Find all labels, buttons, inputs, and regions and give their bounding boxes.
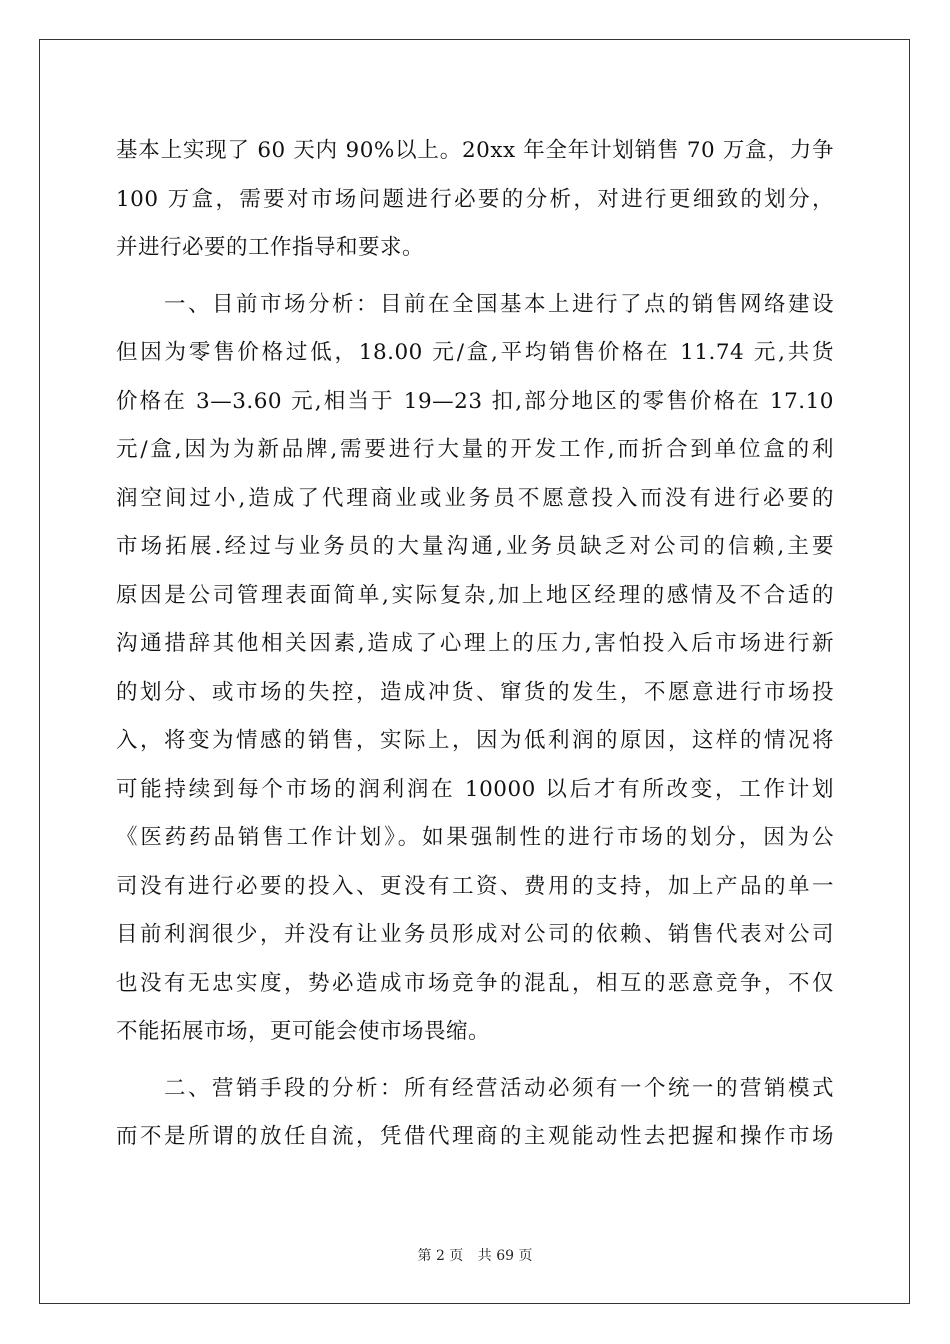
text-line: 二、营销手段的分析：所有经营活动必须有一个统一的营销模式 — [116, 1075, 834, 1101]
text-line: 原因是公司管理表面简单,实际复杂,加上地区经理的感情及不合适的 — [116, 582, 834, 608]
text-line: 100 万盒，需要对市场问题进行必要的分析，对进行更细致的划分， — [116, 186, 834, 212]
text-line: 的划分、或市场的失控，造成冲货、窜货的发生，不愿意进行市场投 — [116, 679, 834, 705]
text-line: 目前利润很少，并没有让业务员形成对公司的依赖、销售代表对公司 — [116, 922, 834, 947]
text-line: 沟通措辞其他相关因素,造成了心理上的压力,害怕投入后市场进行新 — [116, 631, 834, 656]
text-line: 基本上实现了 60 天内 90%以上。20xx 年全年计划销售 70 万盒，力争 — [116, 138, 834, 163]
text-line: 可能持续到每个市场的润利润在 10000 以后才有所改变，工作计划 — [116, 776, 834, 802]
text-line: 司没有进行必要的投入、更没有工资、费用的支持，加上产品的单一 — [116, 873, 834, 899]
text-line: 一、目前市场分析：目前在全国基本上进行了点的销售网络建设 — [116, 291, 834, 317]
page-footer — [0, 1245, 950, 1265]
text-line: 润空间过小,造成了代理商业或业务员不愿意投入而没有进行必要的 — [116, 485, 834, 511]
text-line: 价格在 3—3.60 元,相当于 19—23 扣,部分地区的零售价格在 17.10 — [116, 388, 834, 414]
text-line: 入，将变为情感的销售，实际上，因为低利润的原因，这样的情况将 — [116, 728, 834, 753]
page-total: 共 69 页 — [477, 1248, 533, 1264]
text-line: 并进行必要的工作指导和要求。 — [116, 235, 425, 260]
document-body — [116, 127, 834, 1162]
text-line: 元/盒,因为为新品牌,需要进行大量的开发工作,而折合到单位盒的利 — [116, 437, 834, 462]
text-line: 市场拓展.经过与业务员的大量沟通,业务员缺乏对公司的信赖,主要 — [116, 534, 834, 559]
text-line: 但因为零售价格过低，18.00 元/盒,平均销售价格在 11.74 元,共货 — [116, 340, 834, 365]
text-line: 不能拓展市场，更可能会使市场畏缩。 — [116, 1019, 491, 1044]
text-line: 而不是所谓的放任自流，凭借代理商的主观能动性去把握和操作市场 — [116, 1124, 834, 1149]
text-line: 《医药药品销售工作计划》。如果强制性的进行市场的划分，因为公 — [116, 825, 834, 850]
page-number: 第 2 页 — [417, 1248, 464, 1264]
text-line: 也没有无忠实度，势必造成市场竞争的混乱，相互的恶意竞争，不仅 — [116, 970, 834, 996]
